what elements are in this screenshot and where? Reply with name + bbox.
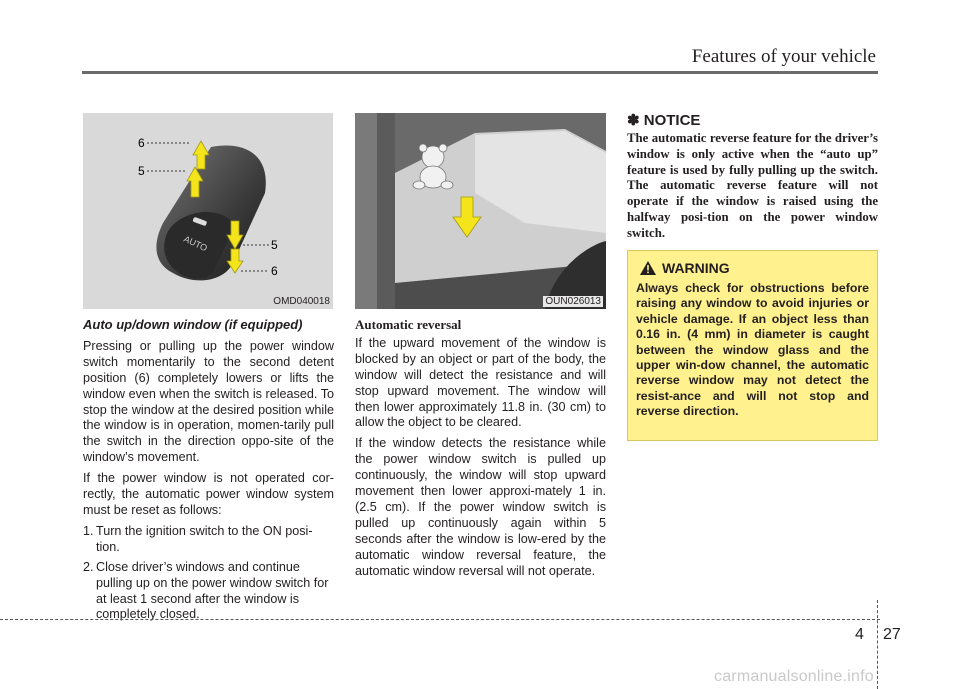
left-column: [83, 317, 334, 627]
notice-body: The automatic reverse feature for the driver’s window is only active when the “auto up” feature is used by fully pulling up the switch. The automatic reverse feature will not operate if the window is raised using the halfway posi-tion on the power window switch.: [627, 131, 878, 240]
paragraph: Pressing or pulling up the power window switch momentarily to the second detent position (6) completely lowers or lifts the window even when the switch is released. To stop the window at the desired position while the window is in operation, momen-tarily pull the switch in the direction oppo-site of the window’s movement.: [83, 338, 334, 465]
step-text: Close driver’s windows and continue pulling up on the power window switch for at least 1 second after the window is completely closed.: [96, 559, 329, 622]
footer-divider: [877, 600, 878, 689]
list-item: [83, 560, 334, 624]
label-5-bottom: 5: [271, 238, 278, 252]
warning-body: Always check for obstructions before raising any window to avoid injuries or vehicle damage. If an object less than 0.16 in. (4 mm) in diameter is caught between the window glass and the upper win-dow channel, the automatic reverse window may not detect the resist-ance and will not stop and reverse direction.: [636, 281, 869, 419]
auto-window-heading: Auto up/down window (if equipped): [83, 317, 303, 332]
window-illustration: [355, 113, 606, 309]
paragraph: If the power window is not operated cor-rectly, the automatic power window system must be reset as follows:: [83, 471, 334, 517]
paragraph: If the upward movement of the window is blocked by an object or part of the body, the window will detect the resistance and will stop upward movement. The window will then lower approximately 11.8 in. (30 cm) to allow the object to be cleared.: [355, 335, 606, 430]
warning-header: [640, 260, 730, 276]
label-6-top: 6: [138, 136, 145, 150]
page-number: 27: [883, 626, 901, 643]
paragraph: If the window detects the resistance while the power window switch is pulled up continuously, the window will stop upward movement then lower approxi-mately 1 in. (2.5 cm). If the power window switch is pulled up continuously again within 5 seconds after the window is low-ered by the automatic window reversal feature, the automatic window reversal will not operate.: [355, 436, 606, 578]
switch-illustration: [83, 113, 333, 309]
header-rule: [82, 71, 878, 74]
chapter-number: 4: [855, 626, 864, 643]
notice-label: NOTICE: [643, 112, 701, 129]
label-5-top: 5: [138, 164, 145, 178]
warning-box: [627, 250, 878, 441]
step-number: 1.: [83, 523, 94, 538]
auto-reversal-heading: Automatic reversal: [355, 317, 462, 332]
figure-code: OUN026013: [545, 296, 601, 307]
window-figure: [355, 113, 606, 309]
notice-title: [627, 111, 700, 129]
step-number: 2.: [83, 559, 94, 574]
switch-figure: [83, 113, 333, 309]
step-text: Turn the ignition switch to the ON posi-tion.: [96, 523, 313, 554]
warning-title: WARNING: [662, 260, 730, 276]
auto-label: AUTO: [182, 233, 209, 254]
watermark: carmanualsonline.info: [714, 668, 874, 685]
list-item: [83, 524, 334, 556]
footer-rule: [0, 619, 880, 620]
middle-column: [355, 317, 606, 585]
label-6-bottom: 6: [271, 264, 278, 278]
warning-triangle-icon: [640, 261, 656, 275]
notice-star-icon: ✽: [627, 112, 640, 129]
header-title: Features of your vehicle: [691, 46, 876, 67]
figure-code: OMD040018: [273, 296, 330, 307]
